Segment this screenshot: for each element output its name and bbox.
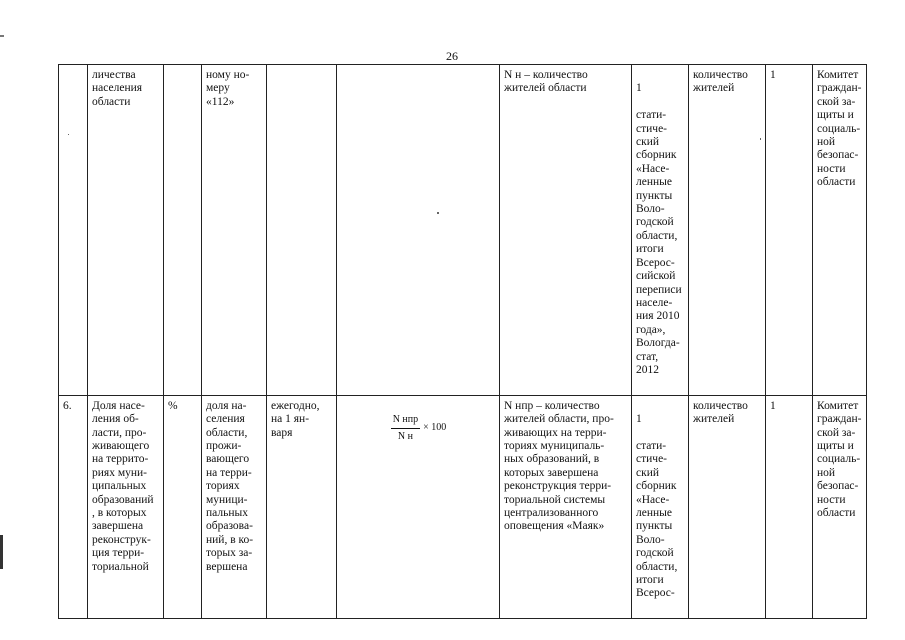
definition-cell: ному но- меру «112»: [202, 65, 267, 396]
observation-unit-cell: количество жителей: [689, 65, 766, 396]
variables-cell: N нпр – количество жителей области, про- живающих на терри- ториях муниципаль- ных образований, в которых завершена реконструкция терри- ториальной системы централизованного оповещения «Маяк»: [500, 395, 632, 619]
scan-speck: [437, 212, 439, 214]
indicator-table: [58, 64, 867, 619]
source-code-cell: [632, 65, 689, 396]
row-number-cell: [59, 65, 88, 396]
formula-denominator: N н: [397, 430, 413, 442]
scan-speck: [68, 134, 69, 135]
table-row: [59, 65, 867, 396]
scan-speck: [760, 138, 761, 140]
responsible-cell: Комитет граждан- ской за- щиты и социаль- ной безопас- ности области: [813, 395, 867, 619]
coverage-cell: 1: [766, 65, 813, 396]
formula-cell: [337, 395, 500, 619]
unit-cell: %: [164, 395, 202, 619]
periodicity-cell: ежегодно, на 1 ян- варя: [267, 395, 337, 619]
coverage-cell: 1: [766, 395, 813, 619]
source-text: стати- стиче- ский сборник «Насе- ленные пункты Воло- годской области, итоги Всерос-: [636, 439, 678, 600]
formula-multiplier: × 100: [423, 422, 447, 434]
indicator-name-cell: личества населения области: [88, 65, 164, 396]
source-code: 1: [636, 413, 642, 426]
scan-edge-mark: [0, 35, 4, 37]
source-code: 1: [636, 82, 642, 95]
variables-cell: N н – количество жителей области: [500, 65, 632, 396]
responsible-cell: Комитет граждан- ской за- щиты и социаль- ной безопас- ности области: [813, 65, 867, 396]
formula-fraction: [391, 413, 447, 443]
page-number: 26: [446, 49, 458, 63]
scan-edge-mark: [0, 535, 3, 569]
formula-numerator: N нпр: [391, 413, 420, 428]
row-number-cell: 6.: [59, 395, 88, 619]
indicator-name-cell: Доля насе- ления об- ласти, про- живающего на террито- риях муни- ципальных образований , в которых завершена реконструк- ция терри- ториальной: [88, 395, 164, 619]
definition-cell: доля на- селения области, прожи- вающего на терри- ториях муници- пальных образова- ний, в ко- торых за- вершена: [202, 395, 267, 619]
table-row: [59, 395, 867, 619]
formula-cell: [337, 65, 500, 396]
source-text: стати- стиче- ский сборник «Насе- ленные пункты Воло- годской области, итоги Всерос- сийской переписи населе- ния 2010 года», Вологда- стат, 2012: [636, 109, 682, 376]
observation-unit-cell: количество жителей: [689, 395, 766, 619]
unit-cell: [164, 65, 202, 396]
periodicity-cell: [267, 65, 337, 396]
source-code-cell: [632, 395, 689, 619]
